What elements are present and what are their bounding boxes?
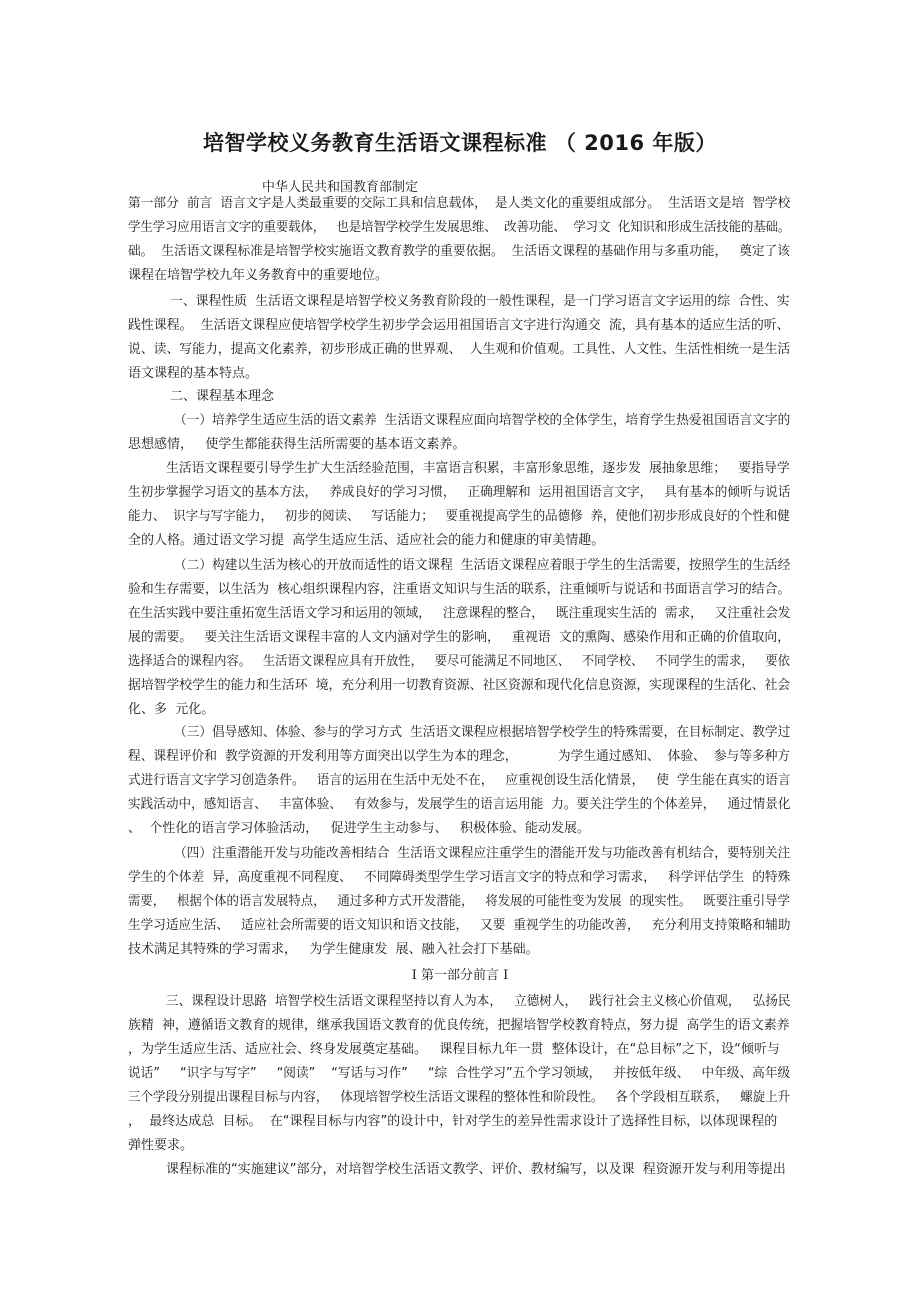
paragraph-line: 展的需要。 要关注生活语文课程丰富的人文内涵对学生的影响， 重视语 文的熏陶、感染作用和正确的价值取向， bbox=[128, 630, 791, 645]
paragraph-line: 第一部分 前言 语言文字是人类最重要的交际工具和信息载体， 是人类文化的重要组成部分。 生活语文是培 智学校 bbox=[128, 196, 791, 211]
issuer-line: 中华人民共和国教育部制定 bbox=[262, 180, 419, 195]
paragraph-line: 式进行语言文字学习创造条件。 语言的运用在生活中无处不在， 应重视创设生活化情景， 使 学生能在真实的语言 bbox=[128, 773, 791, 788]
paragraph-line: 生学习适应生活、 适应社会所需要的语文知识和语文技能， 又要 重视学生的功能改善， 充分利用支持策略和辅助 bbox=[128, 918, 791, 933]
section-heading: 一、课程性质 生活语文课程是培智学校义务教育阶段的一般性课程，是一门学习语言文字运用的综 合性、实 bbox=[170, 294, 790, 309]
paragraph-line: 思想感情， 使学生都能获得生活所需要的基本语文素养。 bbox=[128, 437, 466, 452]
paragraph-line: 选择适合的课程内容。 生活语文课程应具有开放性， 要尽可能满足不同地区、 不同学校、 不同学生的需求， 要依 bbox=[128, 654, 790, 669]
paragraph-line: 生活语文课程要引导学生扩大生活经验范围，丰富语言积累，丰富形象思维，逐步发 展抽象思维； 要指导学 bbox=[166, 461, 790, 476]
paragraph-line: 生初步掌握学习语文的基本方法， 养成良好的学习习惯， 正确理解和 运用祖国语言文字， 具有基本的倾听与说话 bbox=[128, 485, 791, 500]
paragraph-line: 族精 神，遵循语文教育的规律，继承我国语文教育的优良传统，把握培智学校教育特点，努力提 高学生的语文素养 bbox=[128, 1018, 790, 1033]
subsection-heading: （二）构建以生活为核心的开放而适性的语文课程 生活语文课程应着眼于学生的生活需要，按照学生的生活经 bbox=[174, 558, 791, 573]
paragraph-line: 验和生存需要，以生活为 核心组织课程内容，注重语文知识与生活的联系，注重倾听与说话和书面语言学习的结合。 bbox=[128, 582, 791, 597]
paragraph-line: 语文课程的基本特点。 bbox=[128, 366, 259, 381]
paragraph-line: 程、课程评价和 教学资源的开发利用等方面突出以学生为本的理念， 为学生通过感知、 体验、 参与等多种方 bbox=[128, 749, 791, 764]
paragraph-line: 说、读、写能力，提高文化素养，初步形成正确的世界观、 人生观和价值观。工具性、人文性、生活性相统一是生活 bbox=[128, 342, 791, 357]
section-heading: 三、课程设计思路 培智学校生活语文课程坚持以育人为本， 立德树人， 践行社会主义核心价值观， 弘扬民 bbox=[166, 994, 791, 1009]
subsection-heading: （一）培养学生适应生活的语文素养 生活语文课程应面向培智学校的全体学生，培育学生热爱祖国语言文字的 bbox=[174, 413, 791, 428]
paragraph-line: 据培智学校学生的能力和生活环 境，充分利用一切教育资源、社区资源和现代化信息资源，实现课程的生活化、社会 bbox=[128, 678, 791, 693]
paragraph-line: 能力、 识字与写字能力， 初步的阅读、 写话能力； 要重视提高学生的品德修 养，使他们初步形成良好的个性和健 bbox=[128, 509, 790, 524]
paragraph-line: 、 个性化的语言学习体验活动， 促进学生主动参与、 积极体验、能动发展。 bbox=[128, 821, 591, 836]
paragraph-line: 践性课程。 生活语文课程应使培智学校学生初步学会运用祖国语言文字进行沟通交 流，具有基本的适应生活的听、 bbox=[128, 318, 790, 333]
paragraph-line: ， 最终达成总 目标。 在“课程目标与内容”的设计中，针对学生的差异性需求设计了选择性目标，以体现课程的 bbox=[128, 1114, 778, 1129]
subsection-heading: （四）注重潜能开发与功能改善相结合 生活语文课程应注重学生的潜能开发与功能改善有机结合，要特别关注 bbox=[174, 846, 791, 861]
paragraph-line: ，为学生适应生活、适应社会、终身发展奠定基础。 课程目标九年一贯 整体设计，在“总目标”之下，设“倾听与 bbox=[128, 1042, 780, 1057]
paragraph-line: 学生的个体差 异，高度重视不同程度、 不同障碍类型学生学习语言文字的特点和学习需求， 科学评估学生 的特殊 bbox=[128, 870, 791, 885]
section-heading: 二、课程基本理念 bbox=[170, 389, 275, 404]
paragraph-line: 学生学习应用语言文字的重要载体， 也是培智学校学生发展思维、 改善功能、 学习文 化知识和形成生活技能的基础。 bbox=[128, 220, 791, 235]
paragraph-line: 技术满足其特殊的学习需求， 为学生健康发 展、融入社会打下基础。 bbox=[128, 942, 539, 957]
paragraph-line: 说话” “识字与写字” “阅读” “写话与习作” “综 合性学习”五个学习领域， 并按低年级、 中年级、高年级 bbox=[128, 1066, 791, 1081]
paragraph-line: 弹性要求。 bbox=[128, 1138, 194, 1153]
paragraph-line: 全的人格。通过语文学习提 高学生适应生活、适应社会的能力和健康的审美情趣。 bbox=[128, 533, 605, 548]
paragraph-line: 需要， 根据个体的语言发展特点， 通过多种方式开发潜能， 将发展的可能性变为发展 的现实性。 既要注重引导学 bbox=[128, 894, 790, 909]
document-title: 培智学校义务教育生活语文课程标准 （ 2016 年版） bbox=[203, 131, 717, 155]
paragraph-line: 础。 生活语文课程标准是培智学校实施语文教育教学的重要依据。 生活语文课程的基础作用与多重功能， 奠定了该 bbox=[128, 244, 790, 259]
running-header: I 第一部分前言 I bbox=[411, 968, 509, 983]
paragraph-line: 三个学段分别提出课程目标与内容， 体现培智学校生活语文课程的整体性和阶段性。 各个学段相互联系， 螺旋上升 bbox=[128, 1090, 791, 1105]
paragraph-line: 课程标准的“实施建议”部分，对培智学校生活语文教学、评价、教材编写，以及课 程资源开发与利用等提出 bbox=[166, 1162, 786, 1177]
paragraph-line: 课程在培智学校九年义务教育中的重要地位。 bbox=[128, 268, 389, 283]
paragraph-line: 实践活动中，感知语言、 丰富体验、 有效参与，发展学生的语言运用能 力。要关注学生的个体差异， 通过情景化 bbox=[128, 797, 791, 812]
subsection-heading: （三）倡导感知、体验、参与的学习方式 生活语文课程应根据培智学校学生的特殊需要，在目标制定、教学过 bbox=[174, 725, 791, 740]
paragraph-line: 化、多 元化。 bbox=[128, 702, 215, 717]
paragraph-line: 在生活实践中要注重拓宽生活语文学习和运用的领域， 注意课程的整合， 既注重现实生活的 需求， 又注重社会发 bbox=[128, 606, 791, 621]
